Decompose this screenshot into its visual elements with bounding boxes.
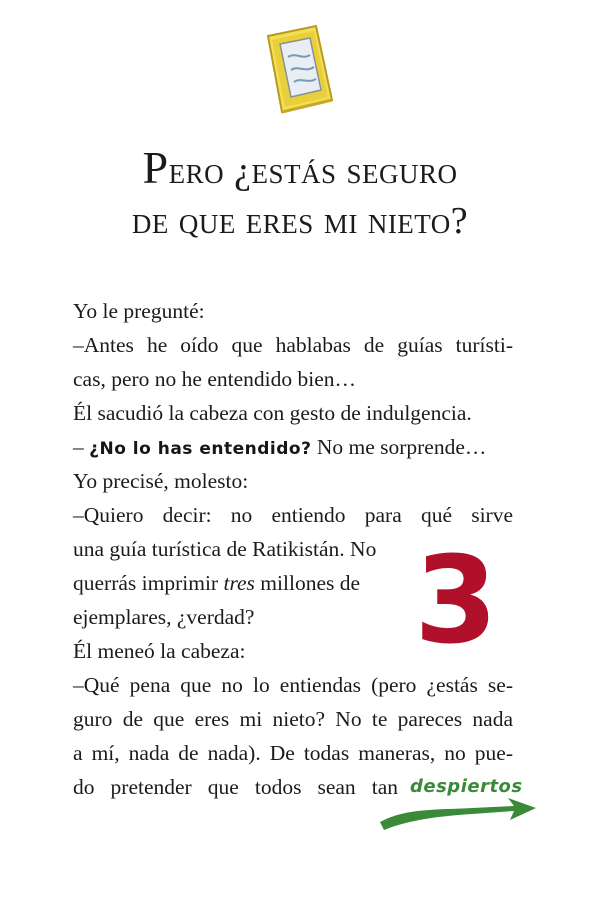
- text-line: do pretender que todos sean tan: [73, 775, 398, 799]
- chapter-title: [40, 143, 560, 246]
- chapter-title-line2: de que eres mi nieto?: [131, 200, 469, 242]
- text-line: Él meneó la cabeza:: [73, 639, 246, 663]
- text-fragment: querrás imprimir: [73, 571, 224, 595]
- text-line: –Qué pena que no lo entiendas (pero ¿estás se-: [73, 673, 513, 697]
- text-line: una guía turística de Ratikistán. No: [73, 537, 377, 561]
- text-line: guro de que eres mi nieto? No te pareces nada: [73, 707, 513, 731]
- text-line: a mí, nada de nada). De todas maneras, no pue-: [73, 741, 513, 765]
- text-line-rest: No me sorprende…: [311, 435, 487, 459]
- chapter-number: [408, 546, 504, 656]
- text-line: –Antes he oído que hablabas de guías turísti-: [73, 333, 513, 357]
- text-line: –Quiero decir: no entiendo para qué sirve: [73, 503, 513, 527]
- text-line: Él sacudió la cabeza con gesto de indulgencia.: [73, 401, 472, 425]
- handwritten-word: despiertos: [410, 776, 523, 797]
- text-line: Yo le pregunté:: [73, 299, 205, 323]
- handwritten-phrase: ¿No lo has entendido?: [89, 439, 312, 459]
- text-line: ejemplares, ¿verdad?: [73, 605, 255, 629]
- text-line: [73, 566, 360, 600]
- text-fragment: millones de: [254, 571, 361, 595]
- text-line: [73, 430, 486, 464]
- text-line: cas, pero no he entendido bien…: [73, 367, 356, 391]
- chapter-title-initial: P: [142, 142, 169, 193]
- text-line: Yo precisé, molesto:: [73, 469, 249, 493]
- chapter-title-line1: ero ¿estás seguro: [168, 150, 458, 192]
- chapter-number-text: 3: [414, 546, 498, 656]
- dash: –: [73, 435, 90, 459]
- book-icon: [258, 22, 338, 114]
- emphasis: tres: [223, 571, 255, 595]
